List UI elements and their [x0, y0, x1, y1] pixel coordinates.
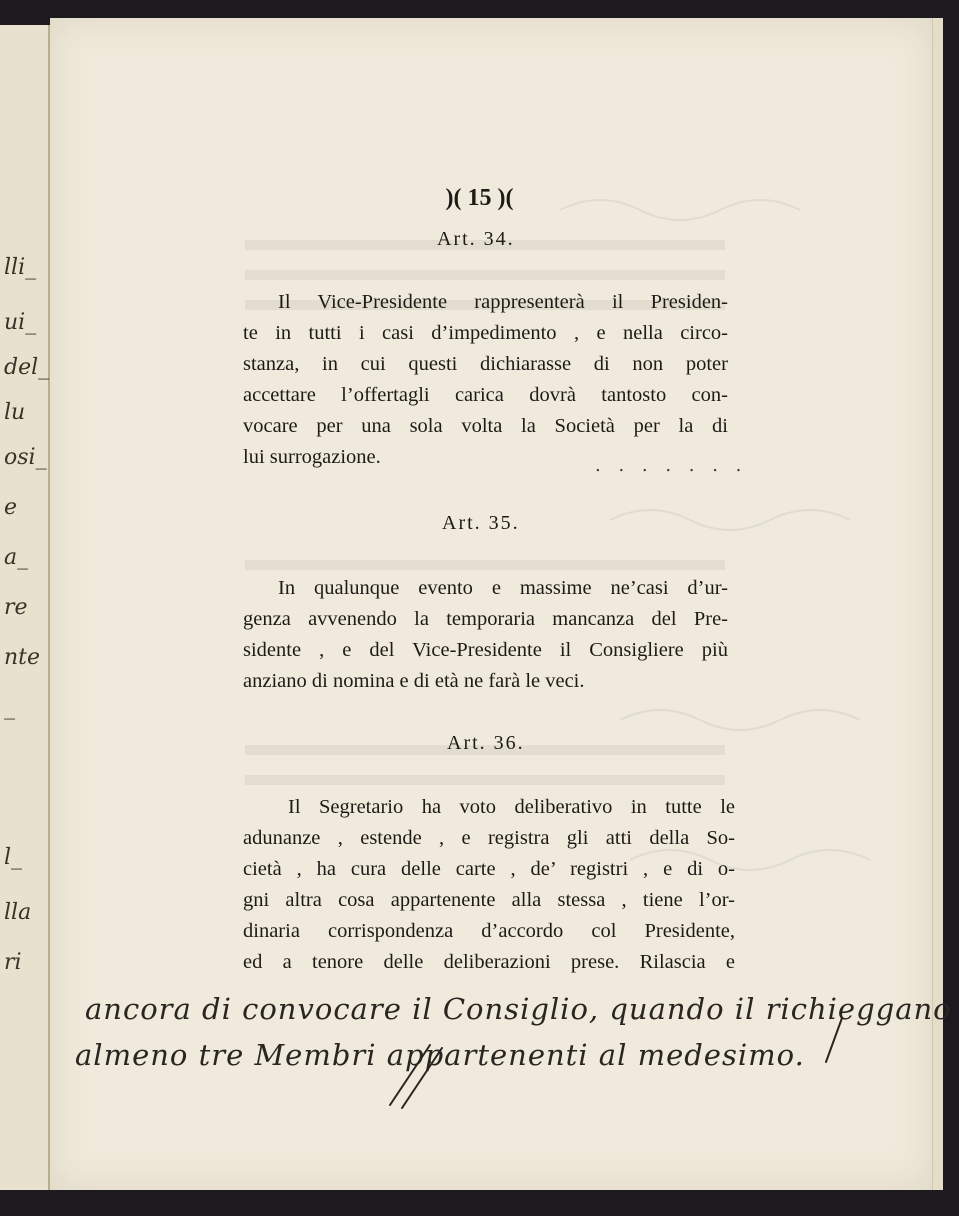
- margin-fragment: lu: [4, 400, 26, 425]
- text-line: In qualunque evento e massime ne’casi d’ur-: [278, 577, 728, 599]
- margin-fragment: _: [4, 695, 15, 720]
- page-number: )( 15 )(: [445, 185, 514, 211]
- margin-fragment: l_: [4, 845, 23, 870]
- margin-fragment: lla: [4, 900, 32, 925]
- text-line: vocare per una sola volta la Società per la di: [243, 415, 728, 437]
- text-line: lui surrogazione.: [243, 446, 381, 468]
- text-line: cietà , ha cura delle carte , de’ registri , e di o-: [243, 858, 735, 880]
- margin-fragment: del_: [4, 355, 50, 380]
- article-heading: Art. 34.: [437, 228, 515, 250]
- article-heading: Art. 36.: [447, 732, 525, 754]
- decorative-dots: . . . . . . .: [595, 455, 748, 476]
- text-line: ed a tenore delle deliberazioni prese. Rilascia e: [243, 951, 735, 973]
- text-line: stanza, in cui questi dichiarasse di non poter: [243, 353, 728, 375]
- text-line: gni altra cosa appartenente alla stessa , tiene l’or-: [243, 889, 735, 911]
- margin-fragment: ui_: [4, 310, 37, 335]
- margin-fragment: lli_: [4, 255, 37, 280]
- margin-fragment: ri: [4, 950, 22, 975]
- margin-fragment: re: [4, 595, 28, 620]
- margin-fragment: nte: [4, 645, 41, 670]
- text-line: Il Vice-Presidente rappresenterà il Presiden-: [278, 291, 728, 313]
- handwritten-note-line: almeno tre Membri appartenenti al medesimo.: [75, 1038, 805, 1072]
- text-line: anziano di nomina e di età ne farà le veci.: [243, 670, 585, 692]
- margin-fragment: a_: [4, 545, 29, 570]
- text-line: adunanze , estende , e registra gli atti della So-: [243, 827, 735, 849]
- text-line: genza avvenendo la temporaria mancanza del Pre-: [243, 608, 728, 630]
- text-line: accettare l’offertagli carica dovrà tantosto con-: [243, 384, 728, 406]
- text-line: Il Segretario ha voto deliberativo in tutte le: [288, 796, 735, 818]
- text-line: dinaria corrispondenza d’accordo col Presidente,: [243, 920, 735, 942]
- text-line: sidente , e del Vice-Presidente il Consigliere più: [243, 639, 728, 661]
- handwritten-note-line: ancora di convocare il Consiglio, quando il richieggano: [85, 992, 952, 1026]
- margin-fragment: e: [4, 495, 18, 520]
- text-line: te in tutti i casi d’impedimento , e nella circo-: [243, 322, 728, 344]
- article-heading: Art. 35.: [442, 512, 520, 534]
- margin-fragment: osi_: [4, 445, 47, 470]
